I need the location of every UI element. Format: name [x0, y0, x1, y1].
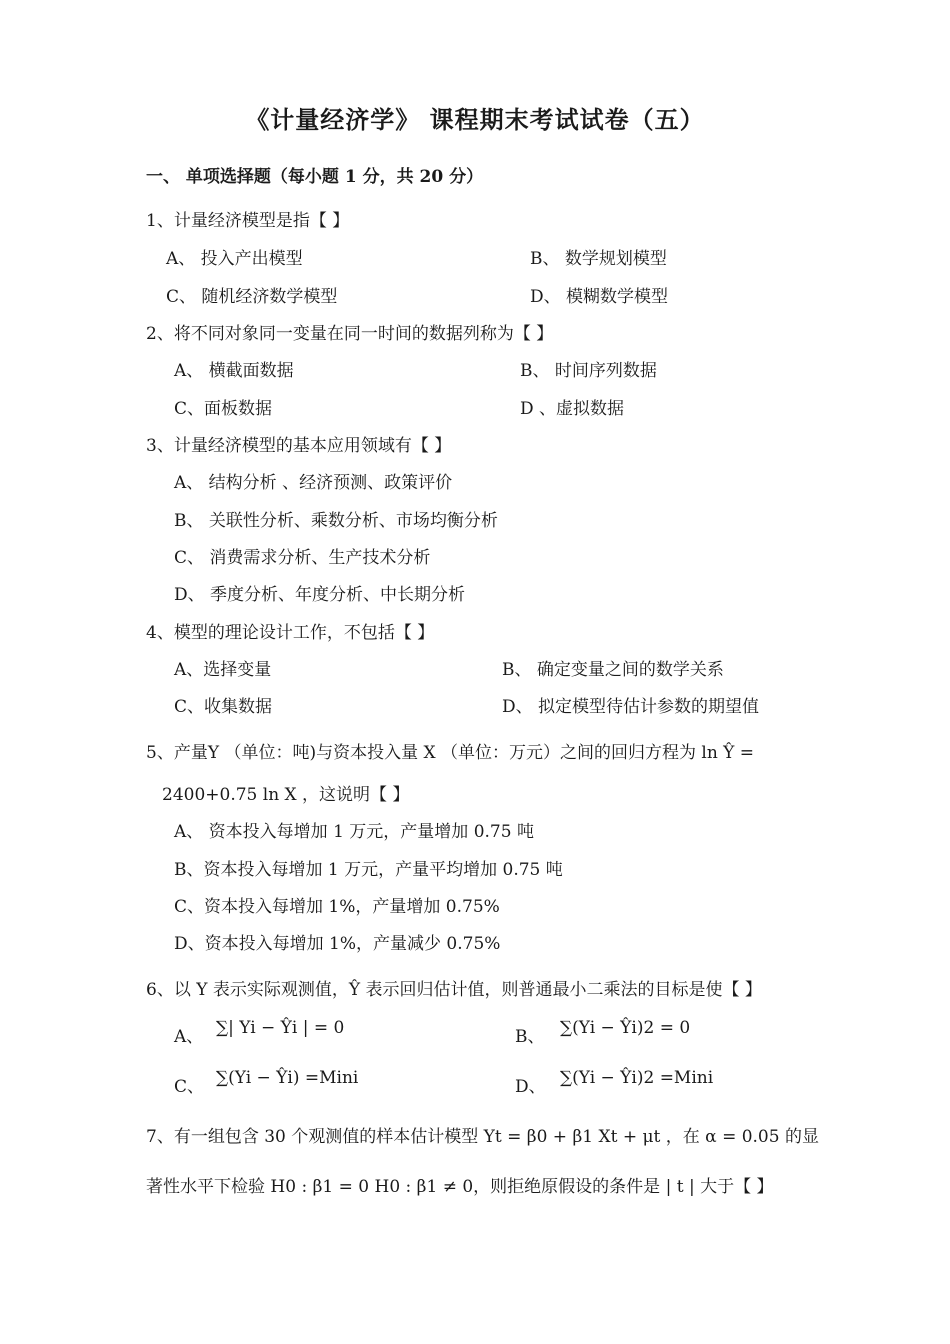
question-5-option-a: A、 资本投入每增加 1 万元，产量增加 0.75 吨 — [174, 822, 534, 842]
question-2-option-b: B、 时间序列数据 — [520, 361, 657, 381]
question-7-stem: 7、有一组包含 30 个观测值的样本估计模型 Yt = β0 + β1 Xt + μt ，在 α = 0.05 的显 — [146, 1127, 819, 1147]
question-1-stem: 1、计量经济模型是指【 】 — [146, 211, 350, 231]
question-4-option-a: A、选择变量 — [174, 660, 272, 680]
question-4-option-b: B、 确定变量之间的数学关系 — [502, 660, 724, 680]
question-6-option-a-label: A、 — [174, 1027, 204, 1047]
question-2-option-a: A、 横截面数据 — [174, 361, 294, 381]
question-4-stem: 4、模型的理论设计工作，不包括【 】 — [146, 623, 435, 643]
question-3-option-d: D、 季度分析、年度分析、中长期分析 — [174, 585, 466, 605]
question-1-option-a: A、 投入产出模型 — [166, 249, 303, 269]
question-6-option-c-formula: ∑(Yi − Ŷi) =Mini — [216, 1068, 359, 1088]
question-6-option-c-label: C、 — [174, 1077, 205, 1097]
question-4-option-c: C、收集数据 — [174, 697, 273, 717]
section-heading: 一、 单项选择题（每小题 1 分，共 20 分） — [146, 167, 484, 187]
question-6-option-a-formula: ∑| Yi − Ŷi | = 0 — [216, 1018, 345, 1038]
question-2-option-d: D 、虚拟数据 — [520, 399, 625, 419]
question-1-option-b: B、 数学规划模型 — [530, 249, 667, 269]
question-5-stem: 5、产量Y （单位：吨)与资本投入量 X （单位：万元）之间的回归方程为 ln Ŷ = — [146, 743, 755, 763]
question-2-stem: 2、将不同对象同一变量在同一时间的数据列称为【 】 — [146, 324, 554, 344]
question-5-stem-line2: 2400+0.75 ln X ，这说明【 】 — [162, 785, 410, 805]
question-3-option-a: A、 结构分析 、经济预测、政策评价 — [174, 473, 453, 493]
question-6-option-b-formula: ∑(Yi − Ŷi)2 = 0 — [560, 1018, 691, 1038]
question-6-option-b-label: B、 — [515, 1027, 545, 1047]
question-5-option-d: D、资本投入每增加 1%，产量减少 0.75% — [174, 934, 501, 954]
exam-title: 《计量经济学》 课程期末考试试卷（五） — [245, 105, 705, 134]
question-6-option-d-formula: ∑(Yi − Ŷi)2 =Mini — [560, 1068, 714, 1088]
question-1-option-d: D、 模糊数学模型 — [530, 287, 669, 307]
question-3-stem: 3、计量经济模型的基本应用领域有【 】 — [146, 436, 452, 456]
question-3-option-c: C、 消费需求分析、生产技术分析 — [174, 548, 431, 568]
question-4-option-d: D、 拟定模型待估计参数的期望值 — [502, 697, 760, 717]
question-5-option-b: B、资本投入每增加 1 万元，产量平均增加 0.75 吨 — [174, 860, 563, 880]
question-7-stem-line2: 著性水平下检验 H0 : β1 = 0 H0 : β1 ≠ 0，则拒绝原假设的条件是 | t | 大于【 】 — [146, 1177, 774, 1197]
question-6-option-d-label: D、 — [515, 1077, 546, 1097]
question-2-option-c: C、面板数据 — [174, 399, 273, 419]
question-1-option-c: C、 随机经济数学模型 — [166, 287, 338, 307]
question-3-option-b: B、 关联性分析、乘数分析、市场均衡分析 — [174, 511, 498, 531]
question-6-stem: 6、以 Y 表示实际观测值，Ŷ 表示回归估计值，则普通最小二乘法的目标是使【 】 — [146, 980, 762, 1000]
question-5-option-c: C、资本投入每增加 1%，产量增加 0.75% — [174, 897, 500, 917]
